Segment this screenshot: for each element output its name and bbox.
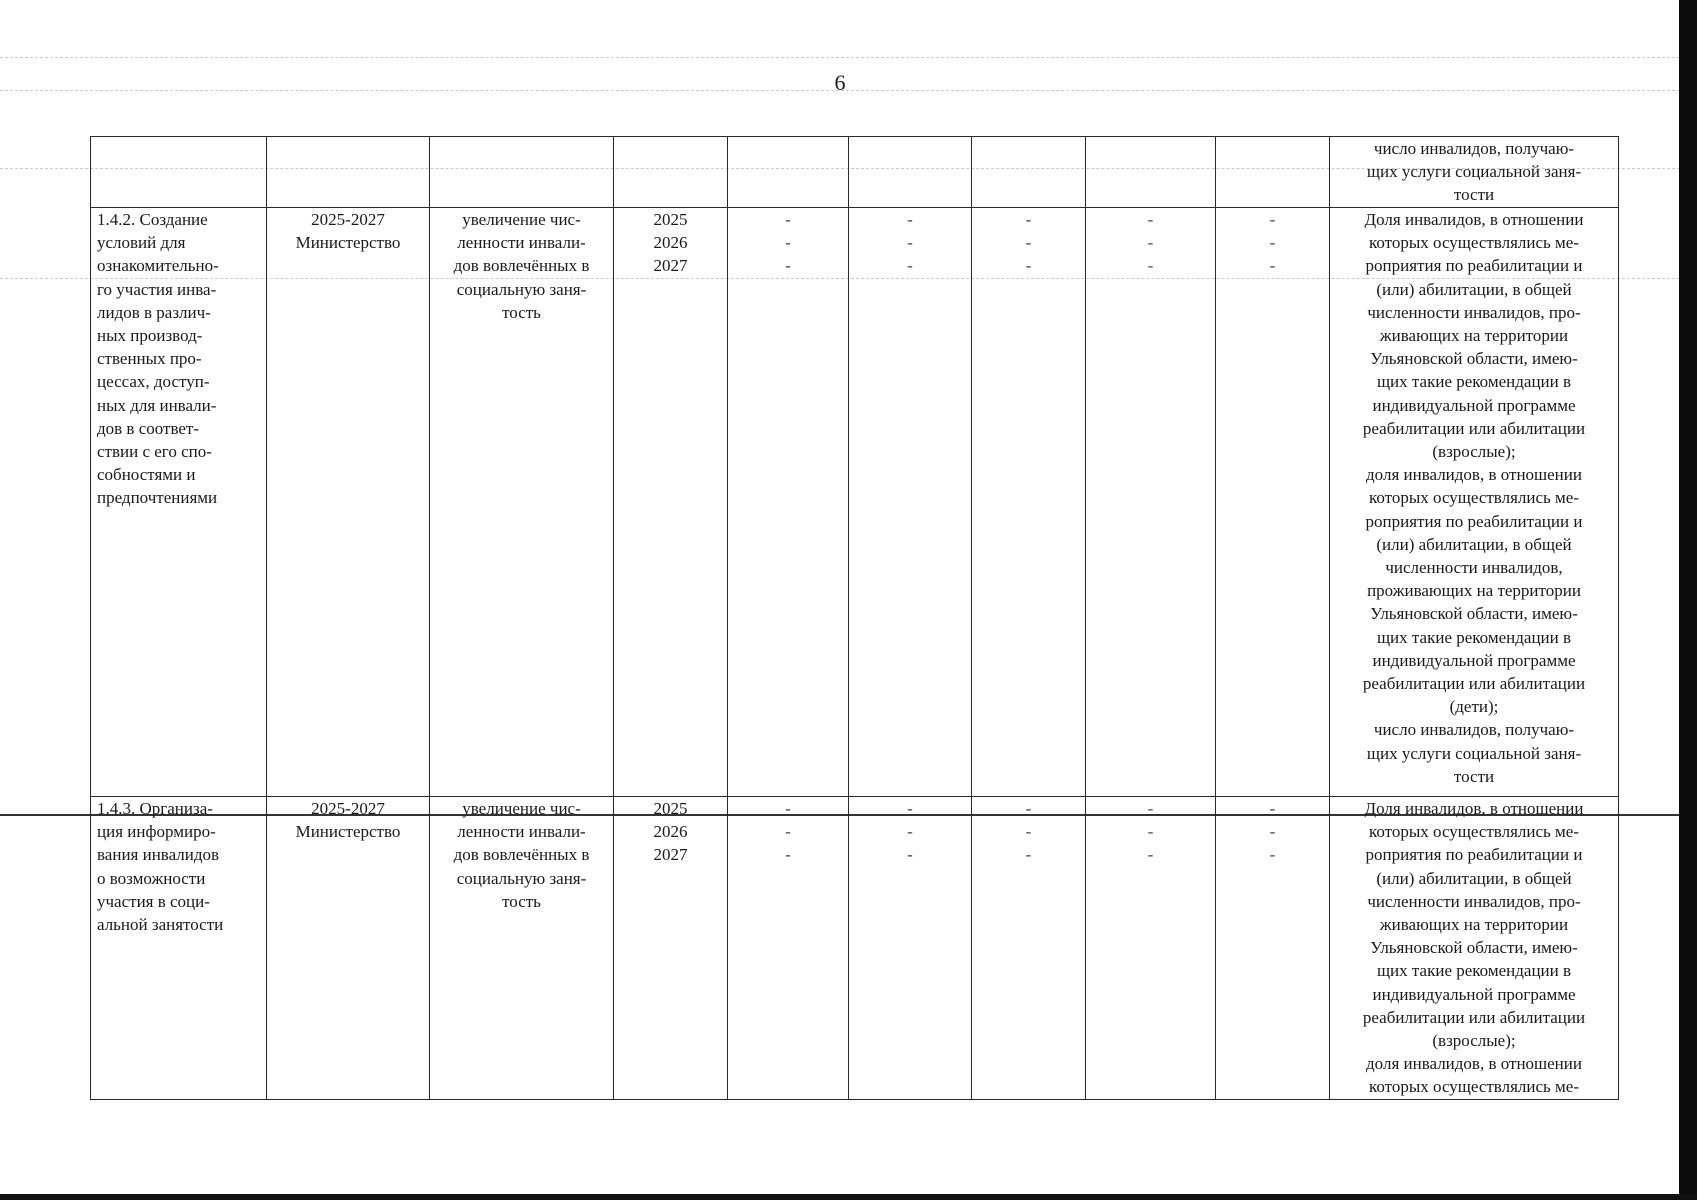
funding-value: -	[785, 233, 791, 253]
table-row	[91, 208, 1619, 797]
funding-cell	[849, 208, 972, 797]
funding-value: -	[1147, 822, 1154, 842]
funding-value: -	[1269, 256, 1276, 276]
years-cell	[614, 797, 728, 1100]
program-table	[90, 136, 1619, 1100]
table-row	[91, 137, 1619, 208]
funding-cell	[972, 797, 1086, 1100]
funding-cell	[728, 208, 849, 797]
funding-value: -	[1147, 210, 1154, 229]
funding-value: -	[785, 799, 791, 818]
indicator-cell: число инвалидов, получаю- щих услуги социальной заня- тости	[1330, 137, 1619, 208]
year-value: 2026	[653, 233, 688, 253]
scan-edge	[1679, 0, 1697, 1200]
funding-value: -	[907, 233, 913, 253]
funding-cell	[972, 208, 1086, 797]
year-value: 2025	[653, 210, 688, 229]
event-cell: 1.4.3. Организа- ция информиро- вания инвалидов о возможности участия в соци- альной занятости	[91, 797, 267, 1100]
funding-cell	[1086, 797, 1216, 1100]
funding-value: -	[1025, 799, 1032, 818]
funding-value: -	[785, 210, 791, 229]
funding-value: -	[907, 845, 913, 865]
years-cell	[614, 137, 728, 208]
funding-cell	[849, 797, 972, 1100]
funding-cell	[1216, 208, 1330, 797]
funding-value: -	[1025, 233, 1032, 253]
year-value: 2026	[653, 822, 688, 842]
scan-artifact-line	[0, 57, 1680, 58]
funding-value: -	[1269, 210, 1276, 229]
funding-cell	[728, 797, 849, 1100]
funding-value: -	[1147, 799, 1154, 818]
period-cell: 2025-2027 Министерство	[267, 208, 430, 797]
result-cell: увеличение чис- ленности инвали- дов вовлечённых в социальную заня- тость	[430, 797, 614, 1100]
page-number: 6	[834, 70, 846, 95]
funding-value: -	[907, 822, 913, 842]
funding-value: -	[785, 256, 791, 276]
funding-value: -	[1025, 256, 1032, 276]
funding-value: -	[1147, 256, 1154, 276]
funding-value: -	[1147, 845, 1154, 865]
result-cell	[430, 137, 614, 208]
indicator-cell: Доля инвалидов, в отношении которых осуществлялись ме- роприятия по реабилитации и (или) абилитации, в общей численности инвалидов, про- живающих на территории Ульяновской области, имею- щих такие рекомендации в индивидуальной программе реабилитации или абилитации (взрослые); доля инвалидов, в отношении которых осуществлялись ме-	[1330, 797, 1619, 1100]
funding-value: -	[1025, 822, 1032, 842]
funding-value: -	[785, 822, 791, 842]
years-cell	[614, 208, 728, 797]
table-row	[91, 797, 1619, 1100]
indicator-cell: Доля инвалидов, в отношении которых осуществлялись ме- роприятия по реабилитации и (или) абилитации, в общей численности инвалидов, про- живающих на территории Ульяновской области, имею- щих такие рекомендации в индивидуальной программе реабилитации или абилитации (взрослые); доля инвалидов, в отношении которых осуществлялись ме- роприятия по реабилитации и (или) абилитации, в общей численности инвалидов, проживающих на территории Ульяновской области, имею- щих такие рекомендации в индивидуальной программе реабилитации или абилитации (дети); число инвалидов, получаю- щих услуги социальной заня- тости	[1330, 208, 1619, 797]
funding-value: -	[1269, 799, 1276, 818]
year-value: 2027	[653, 845, 688, 865]
period-cell	[267, 137, 430, 208]
funding-cell	[1086, 137, 1216, 208]
funding-value: -	[907, 256, 913, 276]
funding-cell	[849, 137, 972, 208]
funding-value: -	[907, 799, 913, 818]
funding-value: -	[1269, 845, 1276, 865]
funding-value: -	[1269, 233, 1276, 253]
funding-value: -	[907, 210, 913, 229]
year-value: 2027	[653, 256, 688, 276]
year-value: 2025	[653, 799, 688, 818]
funding-cell	[1086, 208, 1216, 797]
funding-value: -	[1025, 845, 1032, 865]
funding-value: -	[785, 845, 791, 865]
event-cell: 1.4.2. Создание условий для ознакомительно- го участия инва- лидов в различ- ных производ- ственных про- цессах, доступ- ных для инвали- дов в соответ- ствии с его спо- собностями и предпочтениями	[91, 208, 267, 797]
period-cell: 2025-2027 Министерство	[267, 797, 430, 1100]
result-cell: увеличение чис- ленности инвали- дов вовлечённых в социальную заня- тость	[430, 208, 614, 797]
funding-cell	[1216, 797, 1330, 1100]
scan-edge	[0, 1194, 1697, 1200]
funding-value: -	[1025, 210, 1032, 229]
event-cell	[91, 137, 267, 208]
funding-value: -	[1269, 822, 1276, 842]
funding-value: -	[1147, 233, 1154, 253]
funding-cell	[1216, 137, 1330, 208]
funding-cell	[972, 137, 1086, 208]
funding-cell	[728, 137, 849, 208]
